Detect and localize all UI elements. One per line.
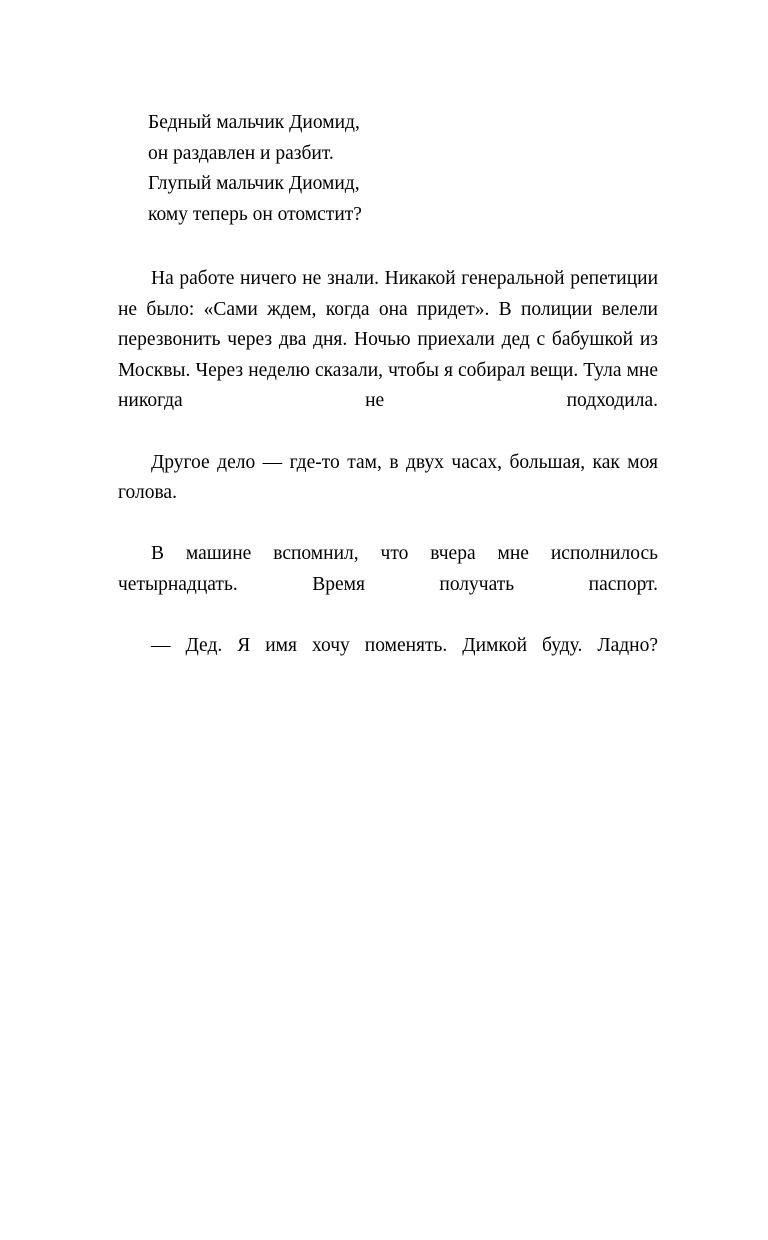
verse-line: кому теперь он отомстит? [148,203,362,225]
paragraph: На работе ничего не знали. Никакой генеральной репетиции не было: «Сами ждем, когда она придет». В полиции велели перезвонить через два дня. Ночью приехали дед с бабушкой из Москвы. Через неделю сказали, чтобы я собирал вещи. Тула мне никогда не подходила. [118,268,658,412]
prose-body [118,264,658,692]
paragraph: В машине вспомнил, что вчера мне исполнилось четырнадцать. Время получать паспорт. [118,543,658,595]
page-text-block [118,108,658,692]
verse-line: Глупый мальчик Диомид, [148,173,360,194]
verse-stanza [118,108,658,230]
verse-line: он раздавлен и разбит. [148,142,334,164]
paragraph: — Дед. Я имя хочу поменять. Димкой буду. Ладно? [151,635,658,657]
paragraph: Другое дело — где-то там, в двух часах, большая, как моя голова. [118,451,658,504]
verse-line: Бедный мальчик Диомид, [148,112,360,133]
